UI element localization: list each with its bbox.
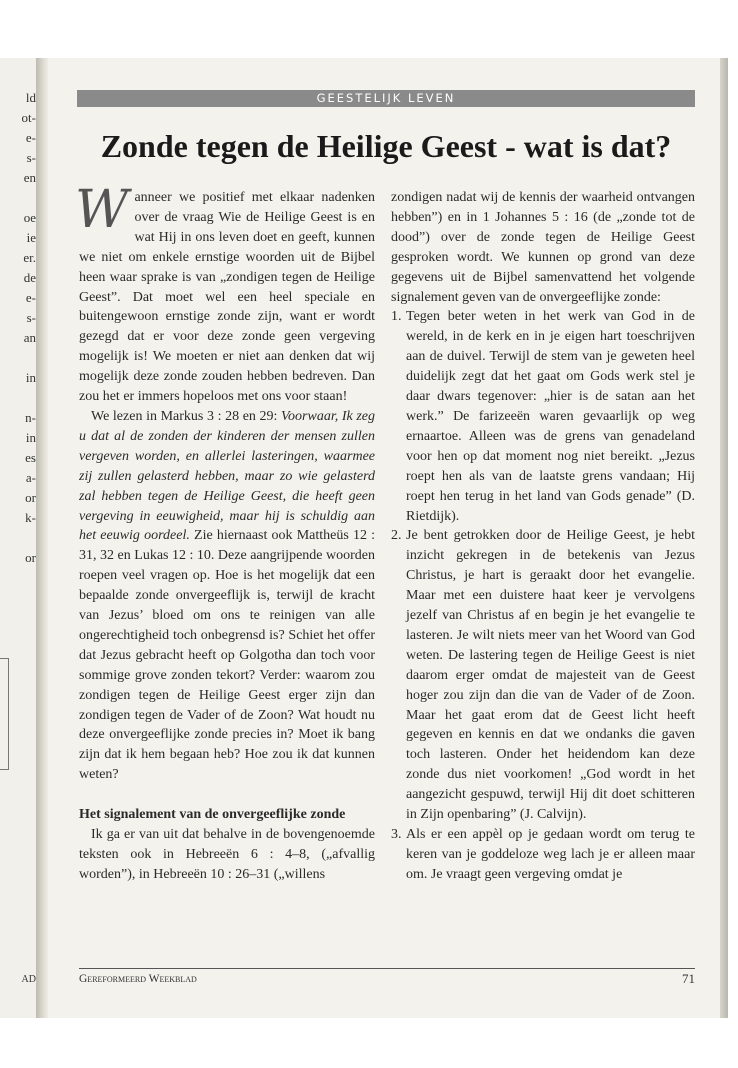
- publication-name: Gereformeerd Weekblad: [79, 973, 197, 985]
- fragment: e-: [25, 290, 36, 305]
- sidebar-box-edge: [0, 658, 9, 770]
- section-label: GEESTELIJK LEVEN: [77, 90, 695, 107]
- list-number: 3.: [391, 827, 402, 842]
- fragment: a-: [25, 470, 36, 485]
- previous-page-edge: [0, 58, 40, 1018]
- article-title: Zonde tegen de Heilige Geest - wat is dat?: [100, 128, 672, 164]
- list-item: [391, 307, 695, 526]
- page-footer: [79, 968, 695, 986]
- fragment: k-: [25, 510, 36, 525]
- drop-cap: W: [75, 180, 129, 240]
- fragment: AD: [21, 974, 36, 985]
- fragment: oe: [23, 210, 36, 225]
- page-edge: [720, 58, 728, 1018]
- fragment: en: [23, 170, 36, 185]
- fragment: or: [25, 550, 36, 565]
- fragment: in: [25, 430, 36, 445]
- left-column: [75, 180, 376, 885]
- fragment: n-: [25, 410, 36, 425]
- fragment: es: [25, 450, 36, 465]
- list-text: Tegen beter weten in het werk van God in de wereld, in de kerk en in je eigen hart toeschrijven aan de duivel. Terwijl de stem van je geweten heel duidelijk zegt dat het gaat om Gods werk stel je daar dwars tegenover: „hier is de satan aan het werk.” De farizeeën waren gevaarlijk op weg ernaartoe. Alleen was de grens van genadeland voor hen op dat moment nog niet bereikt. „Jezus roept hen als van de laatste grens vandaan; Hij roept hen terug in het land van Gods genade” (D. Rietdijk).: [406, 309, 695, 524]
- signal-list: [391, 307, 695, 884]
- scripture-quote: Voorwaar, Ik zeg u dat al de zonden der kinderen der mensen zullen vergeven worden, en allerlei lasteringen, waarmee zij zullen gelasterd hebben, maar zo wie gelasterd zal hebben tegen de Heilige Geest, die heeft geen vergeving in eeuwigheid, maar hij is schuldig aan het eeuwig oordeel.: [79, 408, 375, 544]
- section-heading: Het signalement van de onvergeeflijke zonde: [79, 807, 346, 823]
- paragraph-text: anneer we positief met elkaar nadenken over de vraag Wie de Heilige Geest is en wat Hij in ons leven doet en geeft, kunnen we niet om enkele ernstige woorden uit de Bijbel heen waar sprake is van „zondigen tegen de Heilige Geest”. Dat moet wel een heel speciale en buitengewoon ernstige zonde zijn, want er wordt gezegd dat er voor deze zonde geen vergeving mogelijk is! We moeten er niet aan denken dat wij mogelijk deze zonde zouden hebben bedreven. Dan zou het er immers hopeloos met ons voor staan!: [79, 190, 375, 405]
- list-number: 1.: [391, 309, 402, 325]
- fragment: ot-: [21, 110, 36, 125]
- fragment: s-: [26, 150, 36, 165]
- paragraph: Ik ga er van uit dat behalve in de bovengenoemde teksten ook in Hebreeën 6 : 4–8, („afvallig worden”), in Hebreeën 10 : 26–31 („willens: [79, 827, 375, 882]
- fragment: in: [25, 370, 36, 385]
- fragment: e-: [25, 130, 36, 145]
- fragment: de: [23, 270, 36, 285]
- list-number: 2.: [391, 528, 402, 544]
- fragment: an: [23, 330, 36, 345]
- fragment: ie: [26, 230, 36, 245]
- list-item: [391, 825, 695, 885]
- fragment: or: [25, 490, 36, 505]
- list-text: Je bent getrokken door de Heilige Geest, je hebt inzicht gekregen in de betekenis van Jezus Christus, je hart is geraakt door het evangelie. Maar met een duistere haat keer je vervolgens jezelf van Christus af en begin je het evangelie te lasteren. Je wilt niets meer van het Woord van God weten. De lastering tegen de Heilige Geest is niet daarom erger omdat de majesteit van de Geest hoger zou zijn dan die van de Vader of de Zoon. Maar het gaat erom dat de Geest licht heeft gegeven en kennis en dat we ondanks die gaven toch lasteren. Onder het heidendom kan deze zonde dus niet voorkomen! „God wordt in het aangezicht gespuwd, terwijl Hij dit doet schitteren in Zijn openbaring” (J. Calvijn).: [406, 528, 695, 823]
- right-column: [391, 188, 695, 885]
- paragraph-text: We lezen in Markus 3 : 28 en 29:: [91, 408, 278, 424]
- paragraph: [79, 407, 375, 785]
- fragment: s-: [26, 310, 36, 325]
- paragraph-text: Zie hiernaast ook Mattheüs 12 : 31, 32 en Lukas 12 : 10. Deze aangrijpende woorden roepen veel vragen op. Hoe is het mogelijk dat een bepaalde zonde onvergeeflijk is, terwijl de kracht van Jezus’ bloed om ons te reinigen van alle ongerechtigheid toch onbegrensd is? Schiet het offer dat Jezus gebracht heeft op Golgotha dan toch voor sommige grove zonden tekort? Verder: waarom zou zondigen tegen de Heilige Geest erger zijn dan zondigen tegen de Vader of de Zoon? Wat houdt nu deze onvergeeflijke zonde precies in? Moet ik bang zijn dat ik hem begaan heb? Hoe zou ik dat kunnen weten?: [79, 528, 376, 783]
- fragment: er.: [23, 250, 36, 265]
- fragment: ld: [25, 90, 36, 105]
- list-item: [391, 526, 695, 825]
- paragraph: zondigen nadat wij de kennis der waarheid ontvangen hebben”) en in 1 Johannes 5 : 16 (de „zonde tot de dood”) over de zonde tegen de Heilige Geest gesproken wordt. We kunnen op grond van deze gegevens uit de Bijbel samenvattend het volgende signalement geven van de onvergeeflijke zonde:: [391, 190, 695, 305]
- intro-paragraph: [75, 180, 375, 407]
- page-number: 71: [682, 971, 695, 986]
- list-text: Als er een appèl op je gedaan wordt om terug te keren van je goddeloze weg lach je er alleen maar om. Je vraagt geen vergeving omdat je: [406, 827, 695, 882]
